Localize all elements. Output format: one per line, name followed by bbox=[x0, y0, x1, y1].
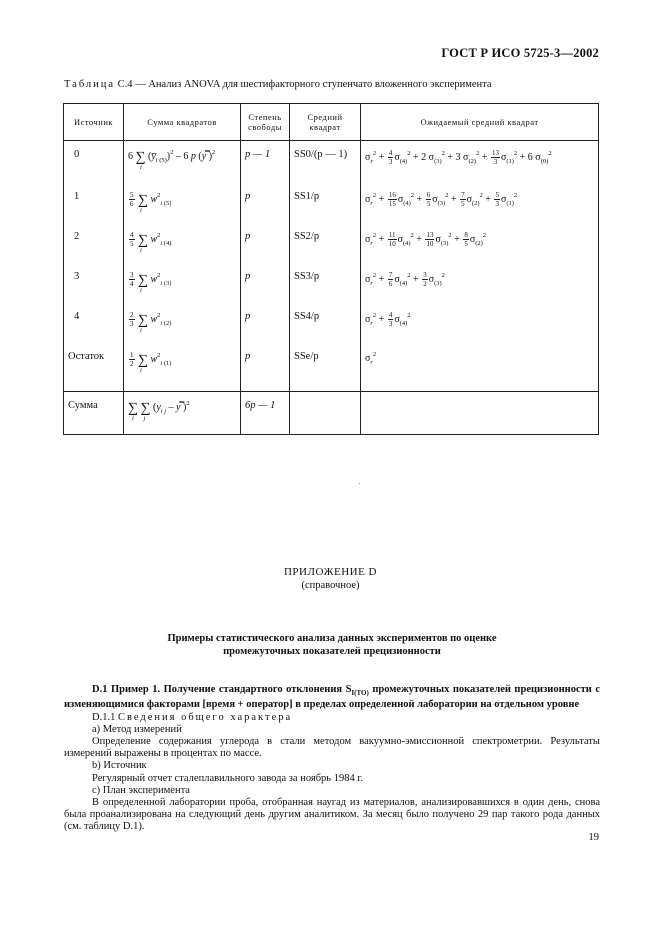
cell-df: p bbox=[241, 351, 290, 392]
header-source: Источник bbox=[64, 104, 124, 141]
cell-sum-of-squares: $\frac{2}{3}$ ∑ $w^2_{i (2)}$ i bbox=[124, 311, 241, 351]
appendix-title: ПРИЛОЖЕНИЕ D bbox=[283, 566, 377, 578]
cell-source: 0 bbox=[64, 141, 124, 192]
item-c-label: с) План эксперимента bbox=[92, 784, 190, 796]
cell-expected-mean-square: $\sigma_r^2$ bbox=[361, 351, 599, 392]
header-sum-of-squares: Сумма квадратов bbox=[124, 104, 241, 141]
cell-source: Остаток bbox=[64, 351, 124, 392]
item-a-label: а) Метод измерений bbox=[92, 723, 182, 735]
heading-line-1: Примеры статистического анализа данных экспериментов по оценке bbox=[167, 633, 497, 644]
cell-mean-square: SS0/(p — 1) bbox=[290, 141, 361, 192]
subsection-title: Сведения общего характера bbox=[117, 711, 293, 723]
cell-expected-mean-square: $\sigma_r^2$ + $\frac{16}{15}$ $\sigma_{(4)}^2$ + $\frac{6}{5}$ $\sigma_{(3)}^2$ + $\frac{7}{5}$ $\sigma_{(2)}^2$ + $\frac{5}{3}$ $\sigma_{(1)}^2$ bbox=[361, 191, 599, 231]
item-a-text: Определение содержания углерода в стали методом вакуумно-эмиссионной спектрометрии. Результаты измерений выражены в процентах по массе. bbox=[64, 735, 600, 760]
cell-expected-mean-square: $\sigma_r^2$ + $\frac{4}{3}$ $\sigma_{(4)}^2$ bbox=[361, 311, 599, 351]
cell-source: 4 bbox=[64, 311, 124, 351]
cell-mean-square: SS2/p bbox=[290, 231, 361, 271]
table-caption bbox=[64, 79, 492, 90]
table-header-row bbox=[64, 104, 599, 141]
caption-dash: — bbox=[135, 79, 146, 90]
cell-df: p bbox=[241, 311, 290, 351]
header-degrees-of-freedom: Степень свободы bbox=[241, 104, 290, 141]
subsection-heading bbox=[64, 712, 600, 724]
cell-sum-of-squares: $\frac{5}{6}$ ∑ $w^2_{i (5)}$ i bbox=[124, 191, 241, 231]
cell-df: 6p — 1 bbox=[241, 392, 290, 435]
cell-mean-square: SS1/p bbox=[290, 191, 361, 231]
table-row bbox=[64, 311, 599, 351]
table-row bbox=[64, 191, 599, 231]
cell-sum-of-squares: $\frac{4}{5}$ ∑ $w^2_{i (4)}$ i bbox=[124, 231, 241, 271]
caption-label: Таблица bbox=[64, 79, 116, 90]
cell-df: p bbox=[241, 271, 290, 311]
table-row-total bbox=[64, 392, 599, 435]
header-expected-mean-square: Ожидаемый средний квадрат bbox=[361, 104, 599, 141]
cell-df: p bbox=[241, 191, 290, 231]
subsection-number: D.1.1 bbox=[92, 711, 116, 723]
cell-sum-of-squares: 6 ∑ $(y̅_{i (5)})^2 - 6$ p (y̿ )$^2$ i bbox=[124, 141, 241, 192]
table-row bbox=[64, 231, 599, 271]
cell-source: 3 bbox=[64, 271, 124, 311]
cell-sum-of-squares: $\frac{3}{4}$ ∑ $w^2_{i (3)}$ i bbox=[124, 271, 241, 311]
item-b-label: b) Источник bbox=[92, 760, 147, 772]
caption-text: Анализ ANOVA для шестифакторного ступенчато вложенного эксперимента bbox=[148, 79, 492, 90]
heading-line-2: промежуточных показателей прецизионности bbox=[223, 646, 441, 657]
table-row bbox=[64, 141, 599, 192]
scan-dot bbox=[359, 483, 360, 484]
cell-source: Сумма bbox=[64, 392, 124, 435]
table-row bbox=[64, 351, 599, 392]
section-heading bbox=[64, 632, 600, 658]
appendix-subtitle: (справочное) bbox=[301, 580, 360, 591]
header-mean-square: Средний квадрат bbox=[290, 104, 361, 141]
cell-df: p bbox=[241, 231, 290, 271]
cell-expected-mean-square: $\sigma_r^2$ + $\frac{11}{10}$ $\sigma_{(4)}^2$ + $\frac{13}{10}$ $\sigma_{(3)}^2$ + $\frac{8}{5}$ $\sigma_{(2)}^2$ bbox=[361, 231, 599, 271]
item-b-text: Регулярный отчет сталеплавильного завода за ноябрь 1984 г. bbox=[92, 772, 364, 784]
cell-sum-of-squares: $\frac{1}{2}$ ∑ $w^2_{i (1)}$ i bbox=[124, 351, 241, 392]
cell-expected-mean-square bbox=[361, 392, 599, 435]
cell-df: p — 1 bbox=[241, 141, 290, 192]
item-c-text: В определенной лаборатории проба, отобранная наугад из материалов, анализировавшихся в один день, снова была проанализирована на следующий день другим аналитиком. За месяц было получено 29 пар такого рода данных (см. таблицу D.1). bbox=[64, 796, 600, 833]
example-heading-start: D.1 Пример 1. Получение стандартного отклонения S bbox=[92, 684, 352, 695]
example-heading bbox=[64, 684, 600, 712]
example-heading-sub: I(TO) bbox=[351, 689, 369, 698]
cell-source: 2 bbox=[64, 231, 124, 271]
body-text bbox=[64, 684, 600, 834]
cell-mean-square bbox=[290, 392, 361, 435]
anova-table bbox=[63, 103, 599, 435]
cell-mean-square: SSe/p bbox=[290, 351, 361, 392]
cell-expected-mean-square: $\sigma_r^2$ + $\frac{7}{6}$ $\sigma_{(4)}^2$ + $\frac{3}{2}$ $\sigma_{(3)}^2$ bbox=[361, 271, 599, 311]
cell-expected-mean-square: $\sigma_r^2$ + $\frac{4}{3}$ $\sigma_{(4)}^2 + 2$ $\sigma_{(3)}^2 + 3$ $\sigma_{(2)}^2$ + $\frac{13}{3}$ $\sigma_{(1)}^2 + 6$ $\sigma_{(0)}^2$ bbox=[361, 141, 599, 192]
cell-source: 1 bbox=[64, 191, 124, 231]
cell-mean-square: SS3/p bbox=[290, 271, 361, 311]
table-row bbox=[64, 271, 599, 311]
example-heading-rest: промежуточных показателей прецизионности с изменяющимися факторами [время + оператор] в пределах определенной лаборатории на отдельном уровне bbox=[64, 684, 600, 711]
caption-number: С.4 bbox=[117, 79, 133, 90]
cell-sum-of-squares: ∑ ∑ ($y_{i j}$ – y̿ )$^2$ i j bbox=[124, 392, 241, 435]
document-header: ГОСТ Р ИСО 5725-3—2002 bbox=[441, 46, 599, 60]
page-number: 19 bbox=[588, 832, 599, 843]
cell-mean-square: SS4/p bbox=[290, 311, 361, 351]
